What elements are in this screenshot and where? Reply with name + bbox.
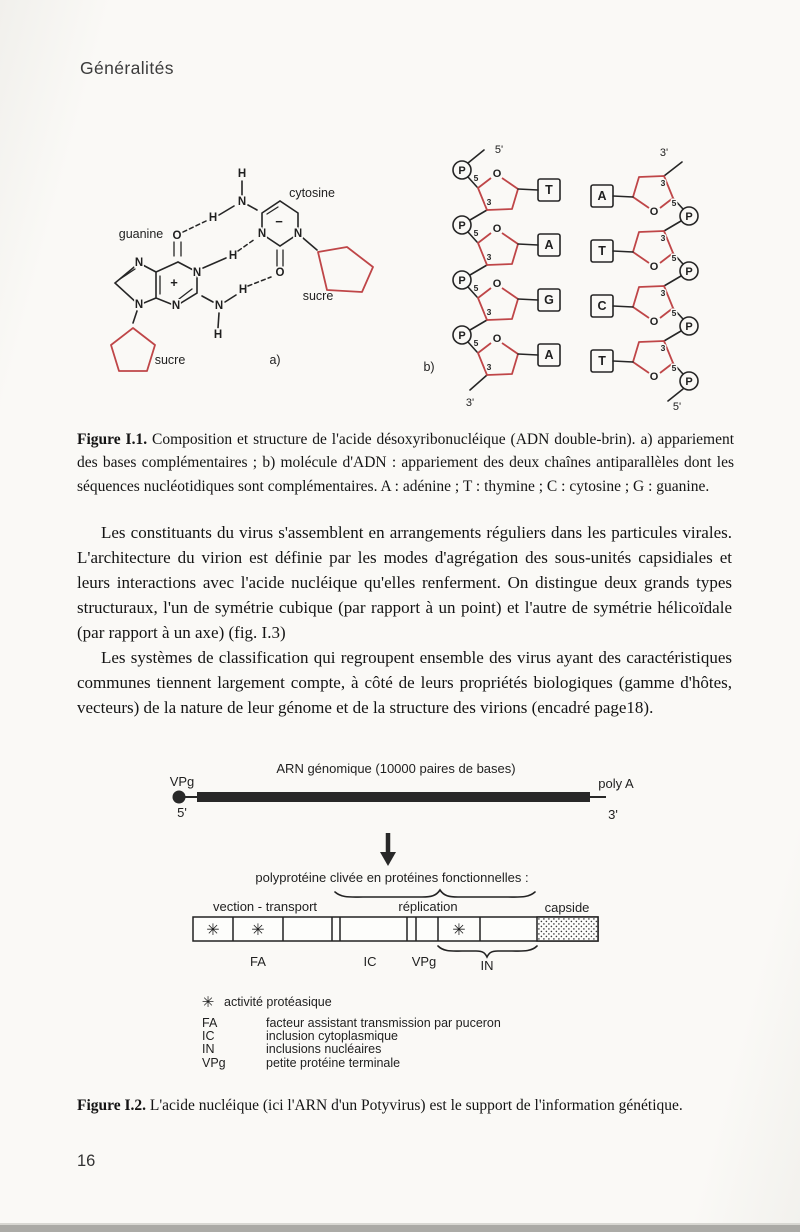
phosphate-label: P [458, 220, 466, 232]
c3-label: 3 [660, 288, 666, 298]
in-brace [438, 946, 537, 957]
legend-desc: facteur assistant transmission par puceron [266, 1016, 501, 1030]
phosphate-label: P [685, 321, 693, 333]
body-paragraph-2: Les systèmes de classification qui regroupent ensemble des virus ayant des caractéristiques communes tiennent largement compte, à côté de leurs propriétés biologiques (gamme d'hôtes, vecteurs) de la nature de leur génome et de la structure des virions (encadré page18). [77, 648, 732, 717]
plus-charge: + [170, 275, 178, 290]
oxygen-label: O [649, 371, 659, 383]
five-prime-label: 5' [672, 401, 682, 413]
base-letter: T [598, 244, 606, 258]
figure-1-diagram [80, 138, 740, 423]
atom-N: N [214, 300, 224, 312]
c3-label: 3 [486, 252, 492, 262]
sugar-pentagon [111, 328, 155, 371]
c5-label: 5 [671, 253, 677, 263]
atom-H: H [208, 212, 218, 224]
c3-label: 3 [486, 197, 492, 207]
section-vection: vection - transport [212, 899, 318, 914]
three-prime-label: 3' [465, 397, 475, 409]
page-bottom-edge [0, 1225, 800, 1232]
part-b-label: b) [423, 360, 435, 374]
rna-genome-bar [197, 792, 590, 802]
oxygen-label: O [649, 316, 659, 328]
five-prime-label: 5' [177, 805, 187, 820]
label-ic: IC [363, 954, 377, 969]
phosphate-label: P [458, 275, 466, 287]
vpg-label: VPg [169, 774, 195, 789]
legend-desc: inclusions nucléaires [266, 1042, 382, 1056]
section-capside: capside [544, 900, 590, 915]
atom-N: N [134, 299, 144, 311]
base-letter: A [544, 348, 554, 362]
atom-H: H [228, 250, 238, 262]
oxygen-label: O [649, 206, 659, 218]
base-letter: C [597, 299, 607, 313]
poly-a-label: poly A [598, 776, 634, 791]
nucleotide [591, 341, 698, 390]
figure-2-caption [77, 1094, 734, 1117]
oxygen-label: O [492, 333, 502, 345]
vpg-terminal-circle [173, 791, 186, 804]
nucleotide [591, 231, 698, 280]
atom-H: H [213, 329, 223, 341]
nucleotide [453, 161, 560, 210]
atom-N: N [192, 267, 202, 279]
base-letter: A [544, 238, 554, 252]
sucre-label: sucre [302, 289, 334, 303]
dna-left-strand [453, 144, 560, 409]
legend-asterisk-label: activité protéasique [224, 995, 332, 1009]
c3-label: 3 [486, 307, 492, 317]
down-arrow-icon [380, 833, 396, 866]
base-letter: G [544, 293, 554, 307]
oxygen-label: O [649, 261, 659, 273]
atom-N: N [257, 228, 267, 240]
atom-N: N [237, 196, 247, 208]
guanine-structure [111, 227, 247, 371]
c5-label: 5 [671, 363, 677, 373]
c5-label: 5 [473, 338, 479, 348]
figure-1-caption-text: Composition et structure de l'acide désoxyribonucléique (ADN double-brin). a) appariement des bases complémentaires ; b) molécule d'ADN : appariement des deux chaînes antiparallèles dont les séquences nucléotidiques sont complémentaires. A : adénine ; T : thymine ; C : cytosine ; G : guanine. [77, 431, 735, 495]
atom-N: N [293, 228, 303, 240]
legend-term: FA [202, 1016, 218, 1030]
legend-asterisk: ✳ [201, 994, 215, 1011]
nucleotide [591, 286, 698, 335]
figure-2-legend [202, 994, 501, 1070]
phosphate-label: P [685, 266, 693, 278]
oxygen-label: O [492, 223, 502, 235]
figure-1-caption-number: Figure I.1. [77, 431, 148, 448]
c3-label: 3 [486, 362, 492, 372]
figure-1-caption [77, 428, 734, 498]
body-paragraph-1: Les constituants du virus s'assemblent en arrangements réguliers dans les particules virales. L'architecture du virion est définie par les modes d'agrégation des sous-unités capsidiales et leurs interactions avec l'acide nucléique qu'elles renferment. On distingue deux grands types structuraux, l'un de symétrie cubique (par rapport à un point) et l'autre de symétrie hélicoïdale (par rapport à un axe) (fig. I.3) [77, 523, 732, 642]
protease-asterisk: ✳ [452, 922, 466, 939]
five-prime-label: 5' [494, 144, 504, 156]
figure-2-diagram [150, 755, 650, 1085]
phosphate-label: P [685, 376, 693, 388]
c5-label: 5 [671, 308, 677, 318]
section-replication: réplication [398, 899, 458, 914]
polyprotein-bar [193, 917, 598, 941]
polyprotein-line: polyprotéine clivée en protéines fonctionnelles : [255, 870, 529, 885]
nucleotide [453, 271, 560, 320]
cytosine-structure [209, 168, 373, 303]
sugar-pentagon [318, 247, 373, 292]
rna-title: ARN génomique (10000 paires de bases) [276, 761, 516, 776]
oxygen-label: O [492, 278, 502, 290]
atom-H: H [237, 168, 247, 180]
figure-2-caption-number: Figure I.2. [77, 1097, 147, 1114]
phosphate-label: P [458, 165, 466, 177]
capside-segment [537, 917, 598, 941]
legend-term: VPg [202, 1056, 226, 1070]
guanine-label: guanine [118, 227, 164, 241]
running-header: Généralités [80, 58, 174, 78]
minus-charge: − [275, 214, 283, 229]
atom-N: N [171, 300, 181, 312]
c5-label: 5 [473, 173, 479, 183]
replication-brace [335, 890, 535, 897]
nucleotide [591, 176, 698, 225]
part-a-label: a) [269, 353, 281, 367]
protease-asterisk: ✳ [251, 922, 265, 939]
atom-O: O [275, 267, 285, 279]
label-vpg: VPg [411, 954, 437, 969]
oxygen-label: O [492, 168, 502, 180]
atom-O: O [172, 230, 182, 242]
three-prime-label: 3' [659, 147, 669, 159]
label-in: IN [480, 958, 494, 973]
legend-term: IC [202, 1029, 215, 1043]
base-letter: A [597, 189, 607, 203]
label-fa: FA [250, 954, 266, 969]
base-letter: T [598, 354, 606, 368]
nucleotide [453, 326, 560, 375]
protease-asterisk: ✳ [206, 922, 220, 939]
figure-2-caption-text: L'acide nucléique (ici l'ARN d'un Potyvirus) est le support de l'information génétique. [149, 1097, 683, 1114]
base-letter: T [545, 183, 553, 197]
c5-label: 5 [473, 228, 479, 238]
dna-right-strand [591, 147, 698, 413]
three-prime-label: 3' [608, 807, 618, 822]
c5-label: 5 [671, 198, 677, 208]
nucleotide [453, 216, 560, 265]
c3-label: 3 [660, 233, 666, 243]
atom-H: H [238, 284, 248, 296]
c5-label: 5 [473, 283, 479, 293]
sucre-label: sucre [154, 353, 186, 367]
c3-label: 3 [660, 343, 666, 353]
c3-label: 3 [660, 178, 666, 188]
phosphate-label: P [458, 330, 466, 342]
phosphate-label: P [685, 211, 693, 223]
atom-N: N [134, 257, 144, 269]
legend-term: IN [202, 1042, 215, 1056]
cytosine-label: cytosine [289, 186, 335, 200]
legend-desc: inclusion cytoplasmique [266, 1029, 399, 1043]
legend-desc: petite protéine terminale [266, 1056, 401, 1070]
page-number: 16 [77, 1152, 96, 1170]
